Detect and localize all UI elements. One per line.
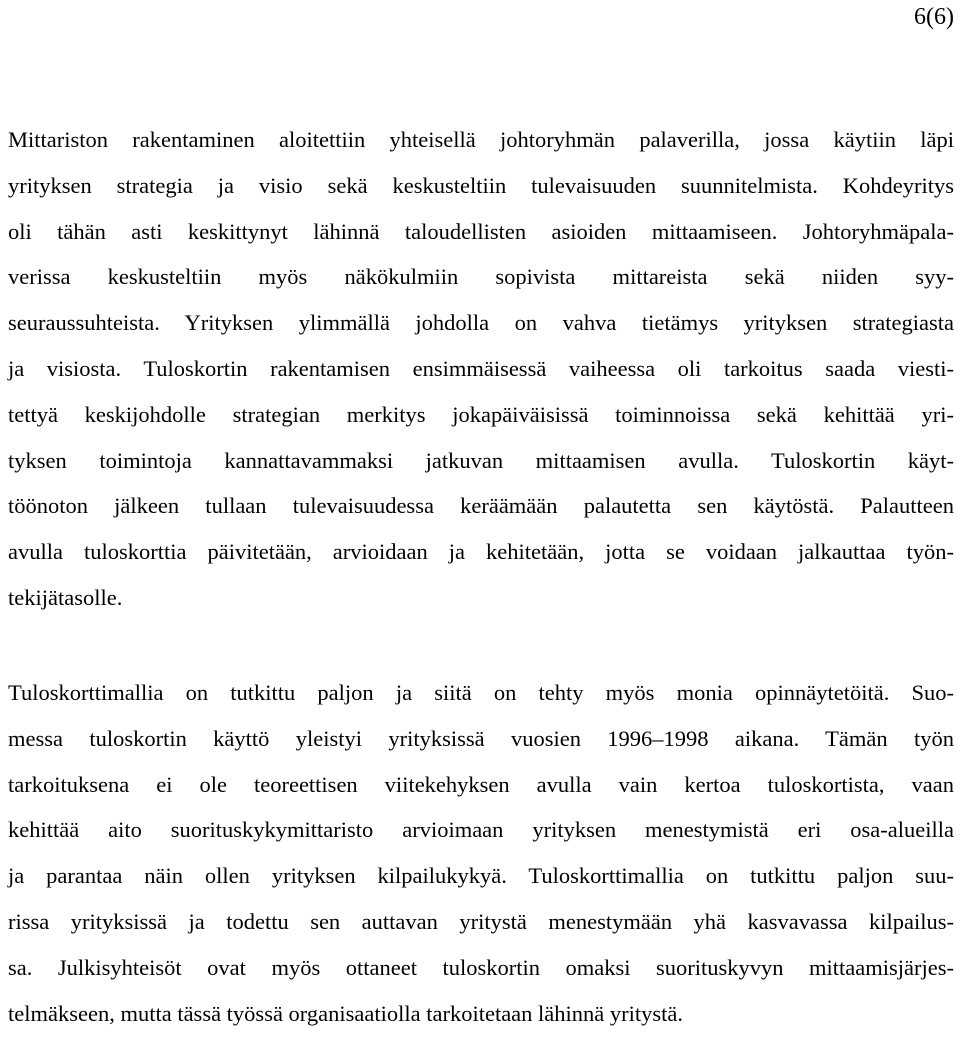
- text-line: kehittää aito suorituskykymittaristo arvioimaan yrityksen menestymistä eri osa-alueilla: [8, 817, 954, 843]
- text-line: sa. Julkisyhteisöt ovat myös ottaneet tuloskortin omaksi suorituskyvyn mittaamisjärjes-: [8, 954, 954, 980]
- text-line: Mittariston rakentaminen aloitettiin yhteisellä johtoryhmän palaverilla, jossa käytiin läpi: [8, 127, 954, 152]
- text-line: seuraussuhteista. Yrityksen ylimmällä johdolla on vahva tietämys yrityksen strategiasta: [8, 310, 954, 336]
- text-line: oli tähän asti keskittynyt lähinnä taloudellisten asioiden mittaamiseen. Johtoryhmäpala-: [8, 218, 954, 244]
- text-line: verissa keskusteltiin myös näkökulmiin sopivista mittareista sekä niiden syy-: [8, 264, 954, 290]
- text-line: tyksen toimintoja kannattavammaksi jatkuvan mittaamisen avulla. Tuloskortin käyt-: [8, 447, 954, 473]
- page-number: 6(6): [914, 4, 954, 30]
- paragraph-1: [8, 117, 954, 621]
- text-line: rissa yrityksissä ja todettu sen auttavan yritystä menestymään yhä kasvavassa kilpailus-: [8, 908, 954, 934]
- paragraph-2: [8, 670, 954, 1036]
- text-line: töönoton jälkeen tullaan tulevaisuudessa keräämään palautetta sen käytöstä. Palautteen: [8, 493, 954, 519]
- text-line: tekijätasolle.: [8, 584, 123, 610]
- text-line: ja visiosta. Tuloskortin rakentamisen ensimmäisessä vaiheessa oli tarkoitus saada viesti-: [8, 355, 954, 381]
- text-line: tettyä keskijohdolle strategian merkitys jokapäiväisissä toiminnoissa sekä kehittää yri-: [8, 401, 954, 427]
- text-line: yrityksen strategia ja visio sekä keskusteltiin tulevaisuuden suunnitelmista. Kohdeyritys: [8, 172, 954, 198]
- text-line: ja parantaa näin ollen yrityksen kilpailukykyä. Tuloskorttimallia on tutkittu paljon suu-: [8, 863, 954, 889]
- text-line: messa tuloskortin käyttö yleistyi yrityksissä vuosien 1996–1998 aikana. Tämän työn: [8, 725, 954, 751]
- text-line: avulla tuloskorttia päivitetään, arvioidaan ja kehitetään, jotta se voidaan jalkauttaa työn-: [8, 539, 954, 565]
- text-line: Tuloskorttimallia on tutkittu paljon ja siitä on tehty myös monia opinnäytetöitä. Suo-: [8, 680, 954, 705]
- text-line: telmäkseen, mutta tässä työssä organisaatiolla tarkoitetaan lähinnä yritystä.: [8, 1000, 684, 1026]
- text-line: tarkoituksena ei ole teoreettisen viitekehyksen avulla vain kertoa tuloskortista, vaan: [8, 771, 954, 797]
